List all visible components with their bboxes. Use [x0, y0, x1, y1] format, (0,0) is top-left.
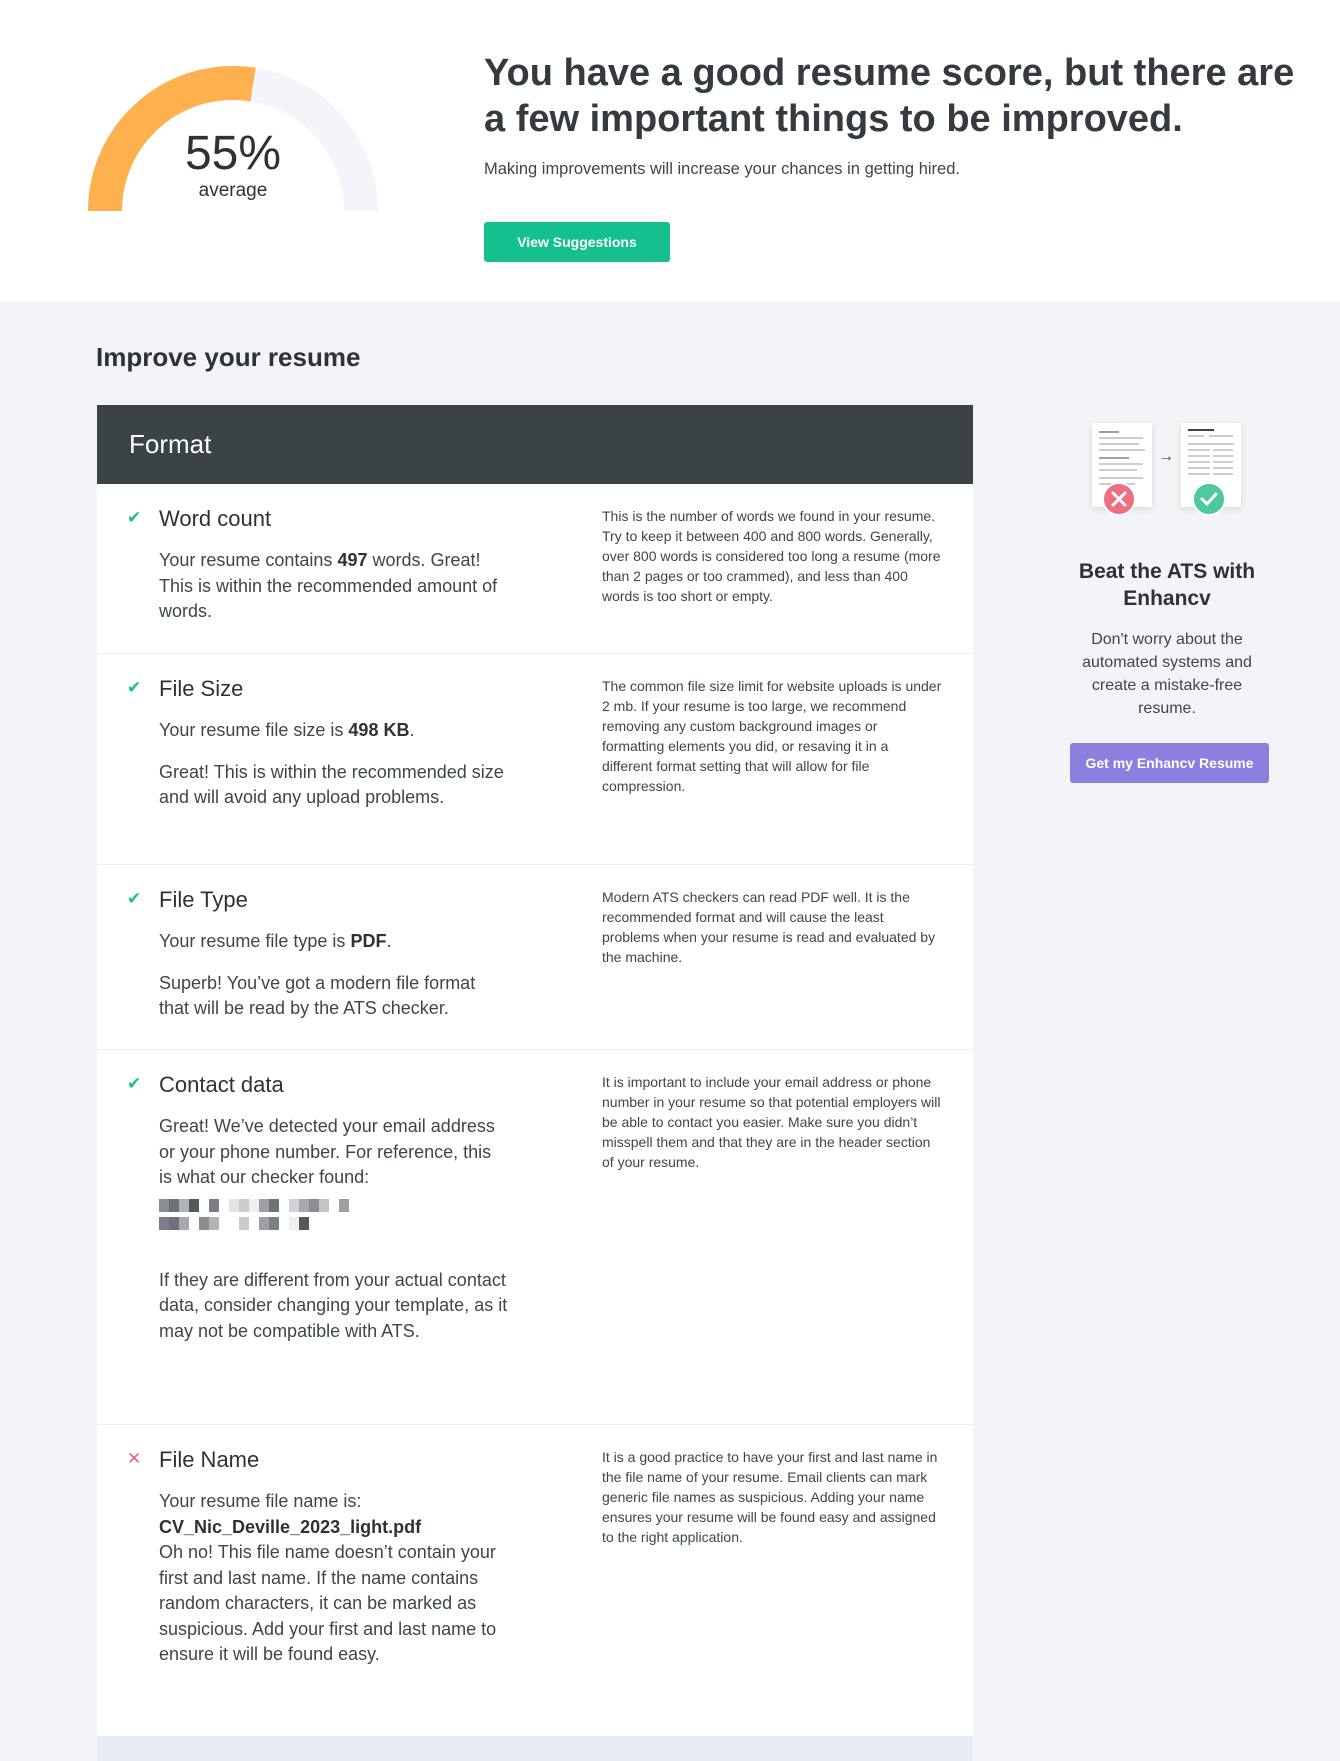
check-text: Your resume file type is	[159, 931, 351, 951]
check-value: 498 KB	[348, 720, 410, 740]
check-title: File Name	[159, 1447, 260, 1472]
check-value: PDF	[350, 931, 387, 951]
check-pass-icon: ✔	[127, 678, 142, 697]
format-card-title: Format	[129, 429, 212, 459]
check-row-word-count	[97, 484, 973, 654]
view-suggestions-button[interactable]: View Suggestions	[484, 222, 670, 262]
hero-title: You have a good resume score, but there are a few important things to be improved.	[484, 52, 1295, 140]
check-result	[159, 548, 509, 625]
check-fail-icon: ✕	[127, 1449, 142, 1468]
check-row-file-name	[97, 1425, 973, 1736]
check-title: File Size	[159, 676, 244, 701]
check-text: Your resume file size is	[159, 720, 349, 740]
score-hero	[0, 0, 1340, 302]
check-row-file-type	[97, 865, 973, 1050]
check-pass-icon: ✔	[127, 508, 142, 527]
check-title: File Type	[159, 887, 248, 912]
arrow-right-icon: →	[1158, 448, 1174, 465]
check-value: 497	[337, 550, 368, 570]
check-text: words. Great! This is within the recommended amount of words.	[159, 550, 498, 621]
check-note: Oh no! This file name doesn’t contain your first and last name. If the name contains random characters, it can be marked as suspicious. Add your first and last name to ensure it will be found easy.	[159, 1542, 497, 1664]
hero-subtitle: Making improvements will increase your chances in getting hired.	[484, 160, 960, 178]
check-note: Superb! You’ve got a modern file format that will be read by the ATS checker.	[159, 972, 476, 1018]
check-result	[159, 1489, 509, 1668]
check-circle-icon	[1192, 482, 1226, 516]
format-card	[97, 405, 973, 1761]
sidebar-text: Don't worry about the automated systems and create a mistake-free resume.	[1082, 631, 1252, 717]
check-help-text: It is a good practice to have your first and last name in the file name of your resume. Email clients can mark generic file names as suspicious. Adding your name ensures your resume will be found easy and assigned to the right application.	[602, 1449, 938, 1545]
check-text: .	[386, 931, 392, 951]
check-result	[159, 929, 509, 1022]
check-help-text: The common file size limit for website uploads is under 2 mb. If your resume is too large, we recommend removing any custom background images or formatting elements you did, or resaving it in a different format setting that will allow for file compression.	[602, 678, 942, 794]
contact-redacted-phone	[159, 1217, 509, 1230]
x-circle-icon	[1102, 482, 1136, 516]
check-help-text: This is the number of words we found in your resume. Try to keep it between 400 and 800 words. Generally, over 800 words is considered too long a resume (more than 2 pages or too crammed), and less than 400 words is too short or empty.	[602, 508, 941, 604]
check-pass-icon: ✔	[127, 889, 142, 908]
check-pass-icon: ✔	[127, 1074, 142, 1093]
check-result	[159, 1114, 509, 1344]
score-percent: 55%	[184, 127, 282, 180]
sidebar-title: Beat the ATS with Enhancv	[1078, 560, 1256, 610]
resume-comparison-illustration	[1088, 420, 1248, 520]
check-title: Word count	[159, 506, 272, 531]
check-note: If they are different from your actual contact data, consider changing your template, as it may not be compatible with ATS.	[159, 1269, 508, 1341]
check-note: Great! This is within the recommended size and will avoid any upload problems.	[159, 761, 504, 807]
check-row-file-size	[97, 654, 973, 865]
contact-redacted-email	[159, 1199, 509, 1212]
check-row-contact-data	[97, 1050, 973, 1425]
check-text: Great! We’ve detected your email address or your phone number. For reference, this is what our checker found:	[159, 1116, 495, 1187]
section-title: Improve your resume	[96, 342, 361, 372]
score-gauge	[88, 66, 378, 216]
get-enhancv-resume-button[interactable]: Get my Enhancv Resume	[1070, 743, 1269, 783]
check-help-text: Modern ATS checkers can read PDF well. It is the recommended format and will cause the least problems when your resume is read and evaluated by the machine.	[602, 889, 936, 965]
format-card-footer	[97, 1736, 973, 1761]
check-result	[159, 718, 509, 811]
format-card-header	[97, 405, 973, 484]
check-title: Contact data	[159, 1072, 284, 1097]
check-text: Your resume file name is:	[159, 1491, 362, 1511]
check-text: .	[409, 720, 415, 740]
check-text: Your resume contains	[159, 550, 338, 570]
file-name-value: CV_Nic_Deville_2023_light.pdf	[159, 1516, 422, 1537]
score-rating: average	[198, 180, 268, 201]
check-value	[159, 1515, 509, 1541]
check-help-text: It is important to include your email address or phone number in your resume so that potential employers will be able to contact you easier. Make sure you didn’t misspell them and that they are in the header section of your resume.	[602, 1074, 941, 1170]
